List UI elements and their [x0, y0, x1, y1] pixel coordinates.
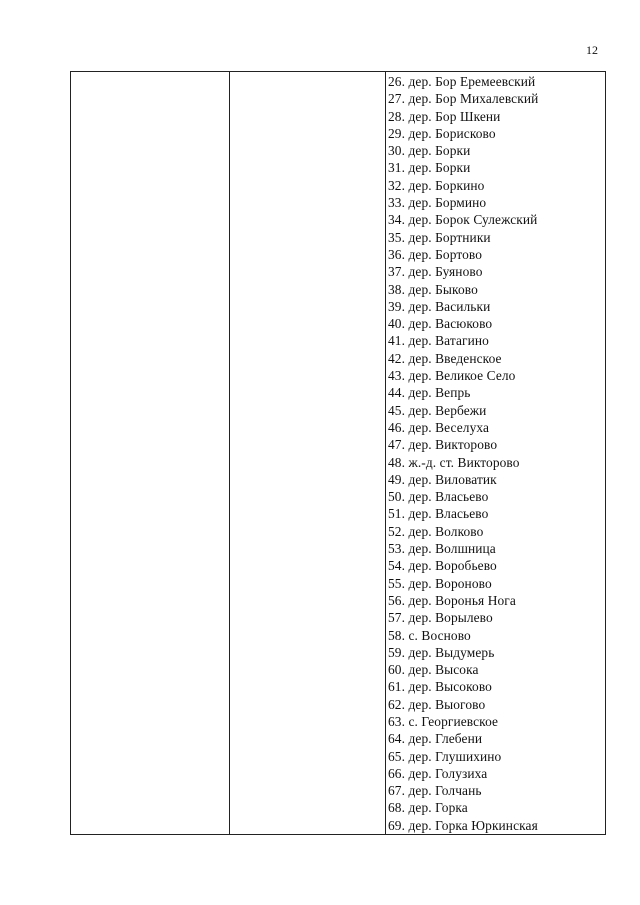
- settlement-entry: 37. дер. Буяново: [388, 264, 483, 280]
- settlement-entry: 45. дер. Вербежи: [388, 402, 487, 418]
- settlement-entry: 48. ж.-д. ст. Викторово: [388, 454, 520, 470]
- settlement-entry: 61. дер. Высоково: [388, 679, 492, 695]
- settlement-entry: 42. дер. Введенское: [388, 350, 502, 366]
- settlement-entry: 65. дер. Глушихино: [388, 748, 502, 764]
- settlement-entry: 59. дер. Выдумерь: [388, 644, 495, 660]
- settlement-entry: 50. дер. Власьево: [388, 489, 489, 505]
- settlement-entry: 52. дер. Волково: [388, 523, 484, 539]
- settlement-entry: 57. дер. Ворылево: [388, 610, 493, 626]
- settlement-entry: 64. дер. Глебени: [388, 731, 483, 747]
- settlement-entry: 38. дер. Быково: [388, 281, 478, 297]
- settlement-entry: 69. дер. Горка Юркинская: [388, 817, 538, 833]
- settlement-entry: 49. дер. Виловатик: [388, 471, 497, 487]
- settlement-entry: 60. дер. Высока: [388, 662, 479, 678]
- settlement-entry: 27. дер. Бор Михалевский: [388, 91, 539, 107]
- settlement-entry: 67. дер. Голчань: [388, 783, 482, 799]
- settlement-entry: 46. дер. Веселуха: [388, 419, 490, 435]
- settlement-entry: 66. дер. Голузиха: [388, 765, 488, 781]
- settlement-entry: 40. дер. Васюково: [388, 316, 493, 332]
- settlement-entry: 29. дер. Борисково: [388, 125, 496, 141]
- settlement-entry: 39. дер. Васильки: [388, 298, 491, 314]
- settlement-entry: 36. дер. Бортово: [388, 246, 483, 262]
- settlement-entry: 68. дер. Горка: [388, 800, 468, 816]
- settlement-entry: 26. дер. Бор Еремеевский: [388, 74, 536, 89]
- settlement-entry: 33. дер. Бормино: [388, 195, 487, 211]
- settlement-entry: 56. дер. Воронья Нога: [388, 592, 516, 608]
- page-number: 12: [586, 43, 598, 57]
- settlement-list: [388, 73, 538, 834]
- column-divider-1: [229, 72, 230, 834]
- settlements-table: [70, 71, 606, 835]
- settlement-entry: 43. дер. Великое Село: [388, 368, 516, 384]
- settlement-entry: 58. с. Восново: [388, 627, 471, 643]
- settlement-entry: 41. дер. Ватагино: [388, 333, 489, 349]
- column-divider-2: [385, 72, 386, 834]
- settlement-entry: 63. с. Георгиевское: [388, 713, 499, 729]
- settlement-entry: 34. дер. Борок Сулежский: [388, 212, 538, 228]
- settlement-entry: 51. дер. Власьево: [388, 506, 489, 522]
- settlement-entry: 28. дер. Бор Шкени: [388, 108, 501, 124]
- settlement-entry: 55. дер. Вороново: [388, 575, 492, 591]
- settlement-entry: 54. дер. Воробьево: [388, 558, 497, 574]
- settlement-entry: 47. дер. Викторово: [388, 437, 498, 453]
- settlement-entry: 53. дер. Волшница: [388, 541, 496, 557]
- settlement-entry: 44. дер. Вепрь: [388, 385, 471, 401]
- settlement-entry: 30. дер. Борки: [388, 143, 471, 159]
- settlement-entry: 31. дер. Борки: [388, 160, 471, 176]
- settlement-entry: 62. дер. Выогово: [388, 696, 486, 712]
- settlement-entry: 32. дер. Боркино: [388, 177, 485, 193]
- settlement-entry: 35. дер. Бортники: [388, 229, 491, 245]
